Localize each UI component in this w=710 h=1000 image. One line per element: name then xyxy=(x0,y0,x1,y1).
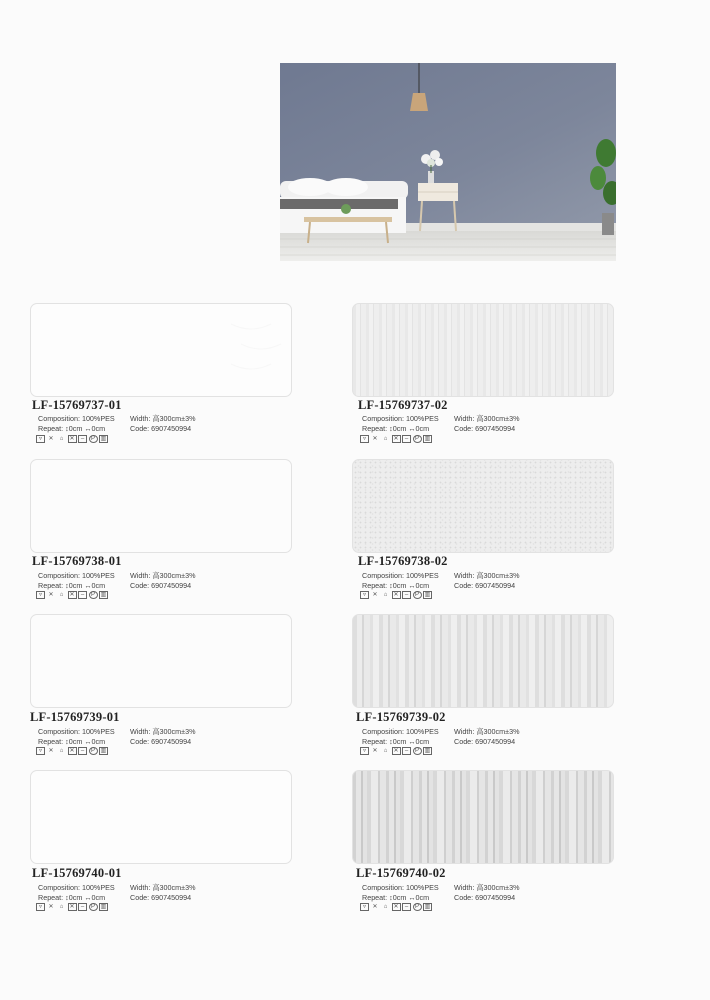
barcode: Code: 6907450994 xyxy=(130,892,192,902)
no-bleach-icon: ✕ xyxy=(372,592,378,598)
care-icons xyxy=(36,747,108,755)
dry-flat-icon: – xyxy=(402,747,411,755)
barcode-box-icon: ▥ xyxy=(100,436,107,442)
wash-30-icon: ▿ xyxy=(36,747,45,755)
dry-flat-icon: – xyxy=(78,903,87,911)
dry-flat-icon: – xyxy=(78,747,87,755)
no-tumble-dry-icon: ✕ xyxy=(393,904,399,910)
interior-photo-illustration xyxy=(280,63,616,261)
spec-col2 xyxy=(454,883,519,902)
iron-icon: ⌂ xyxy=(59,748,64,754)
barcode: Code: 6907450994 xyxy=(454,892,516,902)
dry-clean-p-icon: P xyxy=(89,591,98,599)
repeat: Repeat: ↕0cm ↔0cm xyxy=(38,423,106,433)
no-tumble-dry-icon: ✕ xyxy=(69,904,75,910)
composition: Composition: 100%PES xyxy=(38,727,115,736)
width: Width: 高300cm±3% xyxy=(454,414,520,423)
spec-col2 xyxy=(454,414,519,433)
no-bleach-icon: ✕ xyxy=(48,748,54,754)
composition: Composition: 100%PES xyxy=(362,883,439,892)
wash-30-icon: ▿ xyxy=(360,591,369,599)
composition: Composition: 100%PES xyxy=(362,571,439,580)
spec-col2 xyxy=(130,883,195,902)
fabric-swatch-5 xyxy=(30,614,292,708)
product-spec xyxy=(362,883,520,902)
composition: Composition: 100%PES xyxy=(362,727,439,736)
iron-icon: ⌂ xyxy=(59,904,64,910)
width: Width: 高300cm±3% xyxy=(130,727,196,736)
fabric-swatch-8 xyxy=(352,770,614,864)
iron-icon: ⌂ xyxy=(59,436,64,442)
repeat: Repeat: ↕0cm ↔0cm xyxy=(362,423,430,433)
barcode: Code: 6907450994 xyxy=(130,736,192,746)
barcode-box-icon: ▥ xyxy=(424,592,431,598)
product-code: LF-15769738-02 xyxy=(358,554,448,568)
wash-30-icon: ▿ xyxy=(36,903,45,911)
barcode-box-icon: ▥ xyxy=(424,748,431,754)
fabric-swatch-1 xyxy=(30,303,292,397)
iron-icon: ⌂ xyxy=(383,592,388,598)
iron-icon: ⌂ xyxy=(383,436,388,442)
barcode: Code: 6907450994 xyxy=(454,423,516,433)
product-spec xyxy=(38,727,196,746)
repeat: Repeat: ↕0cm ↔0cm xyxy=(362,736,430,746)
repeat: Repeat: ↕0cm ↔0cm xyxy=(362,892,430,902)
composition: Composition: 100%PES xyxy=(362,414,439,423)
dry-clean-p-icon: P xyxy=(89,903,98,911)
product-code: LF-15769737-02 xyxy=(358,398,448,412)
dry-clean-p-icon: P xyxy=(413,591,422,599)
barcode: Code: 6907450994 xyxy=(130,423,192,433)
no-tumble-dry-icon: ✕ xyxy=(69,748,75,754)
barcode-box-icon: ▥ xyxy=(100,592,107,598)
barcode: Code: 6907450994 xyxy=(454,736,516,746)
spec-col2 xyxy=(454,727,519,746)
repeat: Repeat: ↕0cm ↔0cm xyxy=(38,892,106,902)
dry-clean-p-icon: P xyxy=(89,435,98,443)
no-tumble-dry-icon: ✕ xyxy=(69,592,75,598)
product-code: LF-15769740-01 xyxy=(32,866,122,880)
repeat: Repeat: ↕0cm ↔0cm xyxy=(38,580,106,590)
wash-30-icon: ▿ xyxy=(360,747,369,755)
repeat: Repeat: ↕0cm ↔0cm xyxy=(38,736,106,746)
product-spec xyxy=(38,571,196,590)
iron-icon: ⌂ xyxy=(383,748,388,754)
dry-clean-p-icon: P xyxy=(89,747,98,755)
no-tumble-dry-icon: ✕ xyxy=(393,436,399,442)
care-icons xyxy=(360,747,432,755)
care-icons xyxy=(360,591,432,599)
no-tumble-dry-icon: ✕ xyxy=(69,436,75,442)
width: Width: 高300cm±3% xyxy=(454,727,520,736)
barcode-box-icon: ▥ xyxy=(100,904,107,910)
swatch-texture xyxy=(31,304,292,397)
care-icons xyxy=(36,903,108,911)
dry-flat-icon: – xyxy=(78,591,87,599)
dry-clean-p-icon: P xyxy=(413,435,422,443)
dry-flat-icon: – xyxy=(402,591,411,599)
fabric-swatch-7 xyxy=(30,770,292,864)
care-icons xyxy=(36,591,108,599)
spec-col2 xyxy=(454,571,519,590)
barcode-box-icon: ▥ xyxy=(424,436,431,442)
no-tumble-dry-icon: ✕ xyxy=(393,592,399,598)
fabric-swatch-2 xyxy=(352,303,614,397)
width: Width: 高300cm±3% xyxy=(454,883,520,892)
interior-photo xyxy=(280,63,616,261)
spec-col2 xyxy=(130,571,195,590)
product-code: LF-15769739-01 xyxy=(30,710,120,724)
spec-col2 xyxy=(130,414,195,433)
product-code: LF-15769740-02 xyxy=(356,866,446,880)
wash-30-icon: ▿ xyxy=(36,435,45,443)
product-code: LF-15769737-01 xyxy=(32,398,122,412)
iron-icon: ⌂ xyxy=(383,904,388,910)
product-spec xyxy=(362,571,520,590)
dry-clean-p-icon: P xyxy=(413,747,422,755)
dry-flat-icon: – xyxy=(402,903,411,911)
product-spec xyxy=(38,414,196,433)
care-icons xyxy=(360,903,432,911)
width: Width: 高300cm±3% xyxy=(130,571,196,580)
spec-col2 xyxy=(130,727,195,746)
wash-30-icon: ▿ xyxy=(36,591,45,599)
width: Width: 高300cm±3% xyxy=(454,571,520,580)
wash-30-icon: ▿ xyxy=(360,903,369,911)
composition: Composition: 100%PES xyxy=(38,571,115,580)
repeat: Repeat: ↕0cm ↔0cm xyxy=(362,580,430,590)
no-bleach-icon: ✕ xyxy=(48,436,54,442)
no-bleach-icon: ✕ xyxy=(372,436,378,442)
width: Width: 高300cm±3% xyxy=(130,414,196,423)
dry-flat-icon: – xyxy=(402,435,411,443)
no-bleach-icon: ✕ xyxy=(372,748,378,754)
product-code: LF-15769738-01 xyxy=(32,554,122,568)
composition: Composition: 100%PES xyxy=(38,414,115,423)
barcode-box-icon: ▥ xyxy=(100,748,107,754)
iron-icon: ⌂ xyxy=(59,592,64,598)
no-bleach-icon: ✕ xyxy=(372,904,378,910)
product-spec xyxy=(38,883,196,902)
no-bleach-icon: ✕ xyxy=(48,592,54,598)
care-icons xyxy=(36,435,108,443)
fabric-swatch-6 xyxy=(352,614,614,708)
dry-flat-icon: – xyxy=(78,435,87,443)
composition: Composition: 100%PES xyxy=(38,883,115,892)
product-spec xyxy=(362,414,520,433)
fabric-swatch-4 xyxy=(352,459,614,553)
barcode-box-icon: ▥ xyxy=(424,904,431,910)
no-bleach-icon: ✕ xyxy=(48,904,54,910)
fabric-swatch-3 xyxy=(30,459,292,553)
no-tumble-dry-icon: ✕ xyxy=(393,748,399,754)
product-spec xyxy=(362,727,520,746)
care-icons xyxy=(360,435,432,443)
barcode: Code: 6907450994 xyxy=(454,580,516,590)
dry-clean-p-icon: P xyxy=(413,903,422,911)
product-code: LF-15769739-02 xyxy=(356,710,446,724)
width: Width: 高300cm±3% xyxy=(130,883,196,892)
wash-30-icon: ▿ xyxy=(360,435,369,443)
barcode: Code: 6907450994 xyxy=(130,580,192,590)
